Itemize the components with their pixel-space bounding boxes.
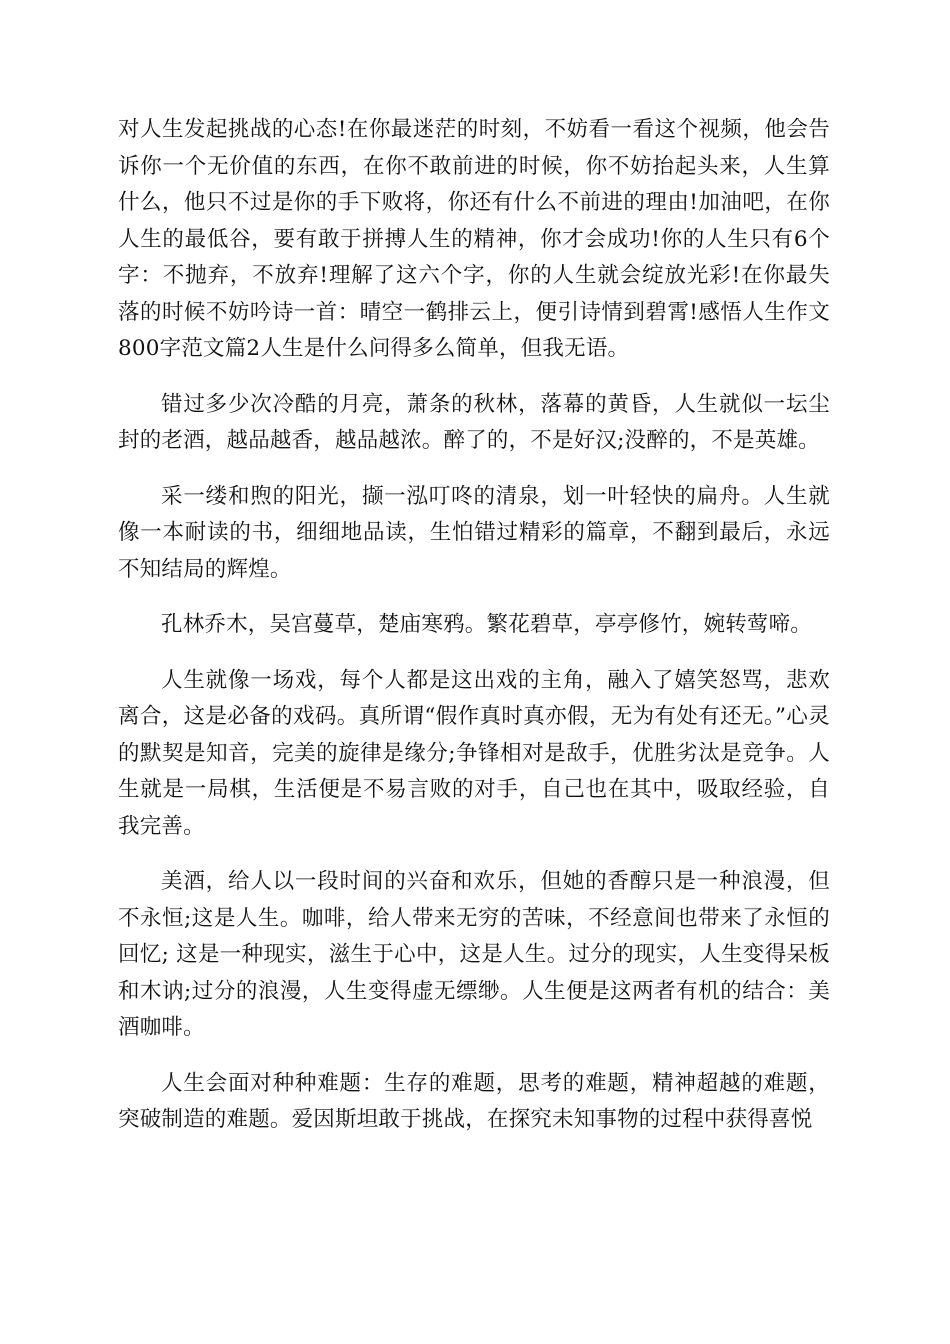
paragraph-5: 人生就像一场戏，每个人都是这出戏的主角，融入了嬉笑怒骂，悲欢离合，这是必备的戏码。真所谓“假作真时真亦假，无为有处有还无。”心灵的默契是知音，完美的旋律是缘分;争锋相对是敌手，优胜劣汰是竞争。人生就是一局棋，生活便是不易言败的对手，自己也在其中，吸取经验，自我完善。 (118, 667, 830, 839)
paragraph-1: 对人生发起挑战的心态!在你最迷茫的时刻，不妨看一看这个视频，他会告诉你一个无价值的东西，在你不敢前进的时候，你不妨抬起头来，人生算什么，他只不过是你的手下败将，你还有什么不前进的理由!加油吧，在你人生的最低谷，要有敢于拼搏人生的精神，你才会成功!你的人生只有6个字：不抛弃，不放弃!理解了这六个字，你的人生就会绽放光彩!在你最失落的时候不妨吟诗一首：晴空一鹤排云上，便引诗情到碧霄!感悟人生作文800字范文篇2人生是什么问得多么简单，但我无语。 (118, 117, 830, 361)
paragraph-7: 人生会面对种种难题：生存的难题，思考的难题，精神超越的难题，突破制造的难题。爱因斯坦敢于挑战，在探究未知事物的过程中获得喜悦 (118, 1070, 830, 1132)
document-page (118, 112, 830, 1158)
paragraph-2: 错过多少次冷酷的月亮，萧条的秋林，落幕的黄昏，人生就似一坛尘封的老酒，越品越香，越品越浓。醉了的，不是好汉;没醉的，不是英雄。 (118, 391, 830, 453)
paragraph-4: 孔林乔木，吴宫蔓草，楚庙寒鸦。繁花碧草，亭亭修竹，婉转莺啼。 (161, 612, 813, 637)
paragraph-3: 采一缕和煦的阳光，撷一泓叮咚的清泉，划一叶轻快的扁舟。人生就像一本耐读的书，细细地品读，生怕错过精彩的篇章，不翻到最后，永远不知结局的辉煌。 (118, 483, 830, 582)
paragraph-6: 美酒，给人以一段时间的兴奋和欢乐，但她的香醇只是一种浪漫，但不永恒;这是人生。咖啡，给人带来无穷的苦味，不经意间也带来了永恒的回忆; 这是一种现实，滋生于心中，这是人生。过分的现实，人生变得呆板和木讷;过分的浪漫，人生变得虚无缥缈。人生便是这两者有机的结合：美酒咖啡。 (118, 869, 830, 1040)
